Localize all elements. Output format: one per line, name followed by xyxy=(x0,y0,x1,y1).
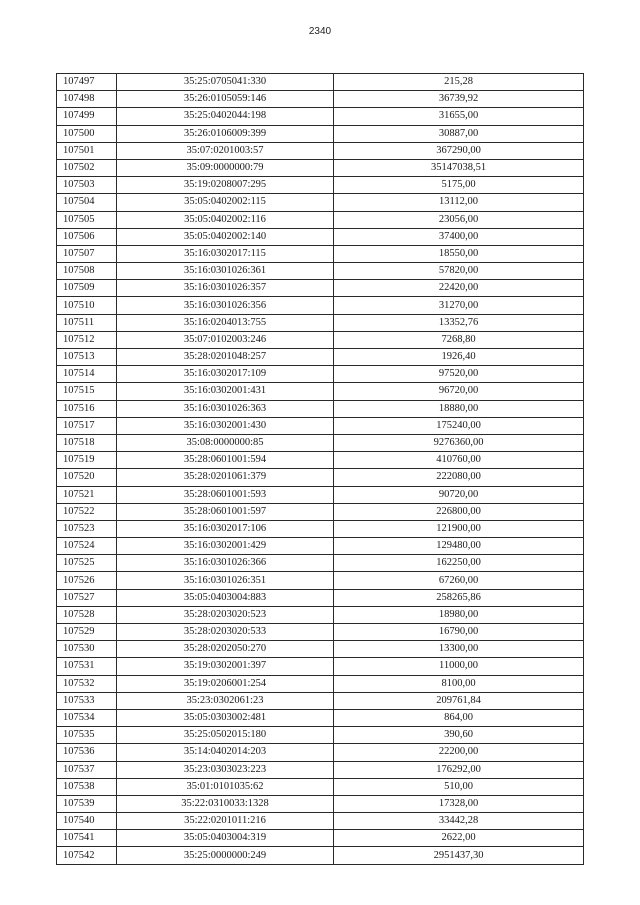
value-cell: 31655,00 xyxy=(334,108,584,125)
value-cell: 18880,00 xyxy=(334,400,584,417)
row-number-cell: 107507 xyxy=(57,245,117,262)
row-number-cell: 107510 xyxy=(57,297,117,314)
value-cell: 226800,00 xyxy=(334,503,584,520)
table-row xyxy=(57,709,584,726)
row-number-cell: 107531 xyxy=(57,658,117,675)
value-cell: 33442,28 xyxy=(334,813,584,830)
cadastral-number-cell: 35:16:0302017:109 xyxy=(117,366,334,383)
table-row xyxy=(57,658,584,675)
row-number-cell: 107502 xyxy=(57,159,117,176)
row-number-cell: 107508 xyxy=(57,263,117,280)
cadastral-number-cell: 35:16:0302017:106 xyxy=(117,520,334,537)
row-number-cell: 107511 xyxy=(57,314,117,331)
value-cell: 36739,92 xyxy=(334,91,584,108)
value-cell: 30887,00 xyxy=(334,125,584,142)
table-row xyxy=(57,125,584,142)
value-cell: 2622,00 xyxy=(334,830,584,847)
table-row xyxy=(57,606,584,623)
value-cell: 16790,00 xyxy=(334,624,584,641)
value-cell: 35147038,51 xyxy=(334,159,584,176)
value-cell: 367290,00 xyxy=(334,142,584,159)
cadastral-number-cell: 35:05:0402002:140 xyxy=(117,228,334,245)
value-cell: 37400,00 xyxy=(334,228,584,245)
table-row xyxy=(57,813,584,830)
row-number-cell: 107534 xyxy=(57,709,117,726)
value-cell: 9276360,00 xyxy=(334,434,584,451)
row-number-cell: 107538 xyxy=(57,778,117,795)
value-cell: 410760,00 xyxy=(334,452,584,469)
table-row xyxy=(57,641,584,658)
cadastral-number-cell: 35:09:0000000:79 xyxy=(117,159,334,176)
cadastral-value-table xyxy=(56,73,584,865)
table-row xyxy=(57,538,584,555)
cadastral-number-cell: 35:14:0402014:203 xyxy=(117,744,334,761)
row-number-cell: 107497 xyxy=(57,74,117,91)
row-number-cell: 107528 xyxy=(57,606,117,623)
value-cell: 209761,84 xyxy=(334,692,584,709)
page-number: 2340 xyxy=(308,26,332,37)
table-row xyxy=(57,589,584,606)
value-cell: 96720,00 xyxy=(334,383,584,400)
table-row xyxy=(57,263,584,280)
row-number-cell: 107526 xyxy=(57,572,117,589)
table-row xyxy=(57,503,584,520)
cadastral-number-cell: 35:01:0101035:62 xyxy=(117,778,334,795)
table-row xyxy=(57,400,584,417)
value-cell: 31270,00 xyxy=(334,297,584,314)
cadastral-number-cell: 35:23:0302061:23 xyxy=(117,692,334,709)
row-number-cell: 107532 xyxy=(57,675,117,692)
row-number-cell: 107503 xyxy=(57,177,117,194)
row-number-cell: 107514 xyxy=(57,366,117,383)
table-row xyxy=(57,159,584,176)
value-cell: 13352,76 xyxy=(334,314,584,331)
value-cell: 510,00 xyxy=(334,778,584,795)
table-row xyxy=(57,314,584,331)
table-row xyxy=(57,91,584,108)
cadastral-number-cell: 35:22:0201011:216 xyxy=(117,813,334,830)
value-cell: 7268,80 xyxy=(334,331,584,348)
value-cell: 176292,00 xyxy=(334,761,584,778)
value-cell: 67260,00 xyxy=(334,572,584,589)
table-row xyxy=(57,675,584,692)
row-number-cell: 107500 xyxy=(57,125,117,142)
table-row xyxy=(57,366,584,383)
cadastral-number-cell: 35:26:0105059:146 xyxy=(117,91,334,108)
value-cell: 57820,00 xyxy=(334,263,584,280)
row-number-cell: 107539 xyxy=(57,795,117,812)
value-cell: 18980,00 xyxy=(334,606,584,623)
row-number-cell: 107499 xyxy=(57,108,117,125)
cadastral-number-cell: 35:19:0206001:254 xyxy=(117,675,334,692)
cadastral-number-cell: 35:22:0310033:1328 xyxy=(117,795,334,812)
value-cell: 8100,00 xyxy=(334,675,584,692)
row-number-cell: 107536 xyxy=(57,744,117,761)
row-number-cell: 107518 xyxy=(57,434,117,451)
row-number-cell: 107512 xyxy=(57,331,117,348)
value-cell: 175240,00 xyxy=(334,417,584,434)
row-number-cell: 107525 xyxy=(57,555,117,572)
row-number-cell: 107540 xyxy=(57,813,117,830)
value-cell: 18550,00 xyxy=(334,245,584,262)
cadastral-number-cell: 35:16:0301026:363 xyxy=(117,400,334,417)
value-cell: 215,28 xyxy=(334,74,584,91)
value-cell: 222080,00 xyxy=(334,469,584,486)
row-number-cell: 107501 xyxy=(57,142,117,159)
row-number-cell: 107515 xyxy=(57,383,117,400)
value-cell: 22200,00 xyxy=(334,744,584,761)
cadastral-number-cell: 35:16:0301026:361 xyxy=(117,263,334,280)
cadastral-number-cell: 35:16:0302001:430 xyxy=(117,417,334,434)
cadastral-number-cell: 35:16:0302017:115 xyxy=(117,245,334,262)
value-cell: 90720,00 xyxy=(334,486,584,503)
value-cell: 1926,40 xyxy=(334,349,584,366)
cadastral-number-cell: 35:16:0301026:357 xyxy=(117,280,334,297)
cadastral-number-cell: 35:23:0303023:223 xyxy=(117,761,334,778)
table-row xyxy=(57,555,584,572)
value-cell: 17328,00 xyxy=(334,795,584,812)
value-cell: 13300,00 xyxy=(334,641,584,658)
cadastral-number-cell: 35:28:0201061:379 xyxy=(117,469,334,486)
cadastral-number-cell: 35:05:0403004:883 xyxy=(117,589,334,606)
cadastral-number-cell: 35:07:0201003:57 xyxy=(117,142,334,159)
table-body xyxy=(57,74,584,865)
row-number-cell: 107533 xyxy=(57,692,117,709)
cadastral-number-cell: 35:05:0303002:481 xyxy=(117,709,334,726)
table-row xyxy=(57,778,584,795)
cadastral-number-cell: 35:05:0402002:116 xyxy=(117,211,334,228)
value-cell: 11000,00 xyxy=(334,658,584,675)
table-row xyxy=(57,434,584,451)
cadastral-number-cell: 35:19:0208007:295 xyxy=(117,177,334,194)
value-cell: 390,60 xyxy=(334,727,584,744)
table-row xyxy=(57,572,584,589)
table-row xyxy=(57,847,584,864)
row-number-cell: 107516 xyxy=(57,400,117,417)
cadastral-number-cell: 35:28:0201048:257 xyxy=(117,349,334,366)
table-row xyxy=(57,744,584,761)
value-cell: 162250,00 xyxy=(334,555,584,572)
value-cell: 13112,00 xyxy=(334,194,584,211)
table-row xyxy=(57,245,584,262)
table-row xyxy=(57,469,584,486)
row-number-cell: 107509 xyxy=(57,280,117,297)
cadastral-number-cell: 35:08:0000000:85 xyxy=(117,434,334,451)
value-cell: 121900,00 xyxy=(334,520,584,537)
cadastral-number-cell: 35:16:0301026:366 xyxy=(117,555,334,572)
cadastral-number-cell: 35:28:0203020:523 xyxy=(117,606,334,623)
row-number-cell: 107504 xyxy=(57,194,117,211)
row-number-cell: 107513 xyxy=(57,349,117,366)
table-row xyxy=(57,486,584,503)
table-row xyxy=(57,349,584,366)
cadastral-number-cell: 35:07:0102003:246 xyxy=(117,331,334,348)
row-number-cell: 107506 xyxy=(57,228,117,245)
table-row xyxy=(57,624,584,641)
table-row xyxy=(57,383,584,400)
value-cell: 2951437,30 xyxy=(334,847,584,864)
table-row xyxy=(57,74,584,91)
row-number-cell: 107537 xyxy=(57,761,117,778)
cadastral-number-cell: 35:28:0203020:533 xyxy=(117,624,334,641)
row-number-cell: 107498 xyxy=(57,91,117,108)
cadastral-number-cell: 35:25:0502015:180 xyxy=(117,727,334,744)
cadastral-number-cell: 35:16:0302001:431 xyxy=(117,383,334,400)
value-cell: 23056,00 xyxy=(334,211,584,228)
value-cell: 864,00 xyxy=(334,709,584,726)
table-row xyxy=(57,228,584,245)
cadastral-number-cell: 35:19:0302001:397 xyxy=(117,658,334,675)
cadastral-number-cell: 35:16:0302001:429 xyxy=(117,538,334,555)
table-row xyxy=(57,194,584,211)
cadastral-number-cell: 35:05:0403004:319 xyxy=(117,830,334,847)
row-number-cell: 107505 xyxy=(57,211,117,228)
row-number-cell: 107520 xyxy=(57,469,117,486)
row-number-cell: 107530 xyxy=(57,641,117,658)
row-number-cell: 107521 xyxy=(57,486,117,503)
cadastral-number-cell: 35:28:0601001:597 xyxy=(117,503,334,520)
value-cell: 97520,00 xyxy=(334,366,584,383)
row-number-cell: 107517 xyxy=(57,417,117,434)
table-row xyxy=(57,331,584,348)
value-cell: 22420,00 xyxy=(334,280,584,297)
cadastral-number-cell: 35:16:0301026:351 xyxy=(117,572,334,589)
value-cell: 5175,00 xyxy=(334,177,584,194)
value-cell: 258265,86 xyxy=(334,589,584,606)
row-number-cell: 107535 xyxy=(57,727,117,744)
cadastral-number-cell: 35:16:0204013:755 xyxy=(117,314,334,331)
table-row xyxy=(57,297,584,314)
table-row xyxy=(57,692,584,709)
table-row xyxy=(57,761,584,778)
table-row xyxy=(57,727,584,744)
cadastral-number-cell: 35:16:0301026:356 xyxy=(117,297,334,314)
table-row xyxy=(57,211,584,228)
table-row xyxy=(57,417,584,434)
table-row xyxy=(57,142,584,159)
row-number-cell: 107527 xyxy=(57,589,117,606)
cadastral-number-cell: 35:25:0402044:198 xyxy=(117,108,334,125)
table-row xyxy=(57,830,584,847)
row-number-cell: 107522 xyxy=(57,503,117,520)
row-number-cell: 107524 xyxy=(57,538,117,555)
table-row xyxy=(57,108,584,125)
cadastral-number-cell: 35:28:0601001:594 xyxy=(117,452,334,469)
cadastral-number-cell: 35:28:0601001:593 xyxy=(117,486,334,503)
table-row xyxy=(57,452,584,469)
row-number-cell: 107519 xyxy=(57,452,117,469)
row-number-cell: 107541 xyxy=(57,830,117,847)
table-row xyxy=(57,795,584,812)
cadastral-number-cell: 35:26:0106009:399 xyxy=(117,125,334,142)
row-number-cell: 107529 xyxy=(57,624,117,641)
cadastral-number-cell: 35:25:0705041:330 xyxy=(117,74,334,91)
value-cell: 129480,00 xyxy=(334,538,584,555)
cadastral-number-cell: 35:05:0402002:115 xyxy=(117,194,334,211)
row-number-cell: 107523 xyxy=(57,520,117,537)
row-number-cell: 107542 xyxy=(57,847,117,864)
table-row xyxy=(57,280,584,297)
table-row xyxy=(57,177,584,194)
table-row xyxy=(57,520,584,537)
cadastral-number-cell: 35:28:0202050:270 xyxy=(117,641,334,658)
cadastral-number-cell: 35:25:0000000:249 xyxy=(117,847,334,864)
